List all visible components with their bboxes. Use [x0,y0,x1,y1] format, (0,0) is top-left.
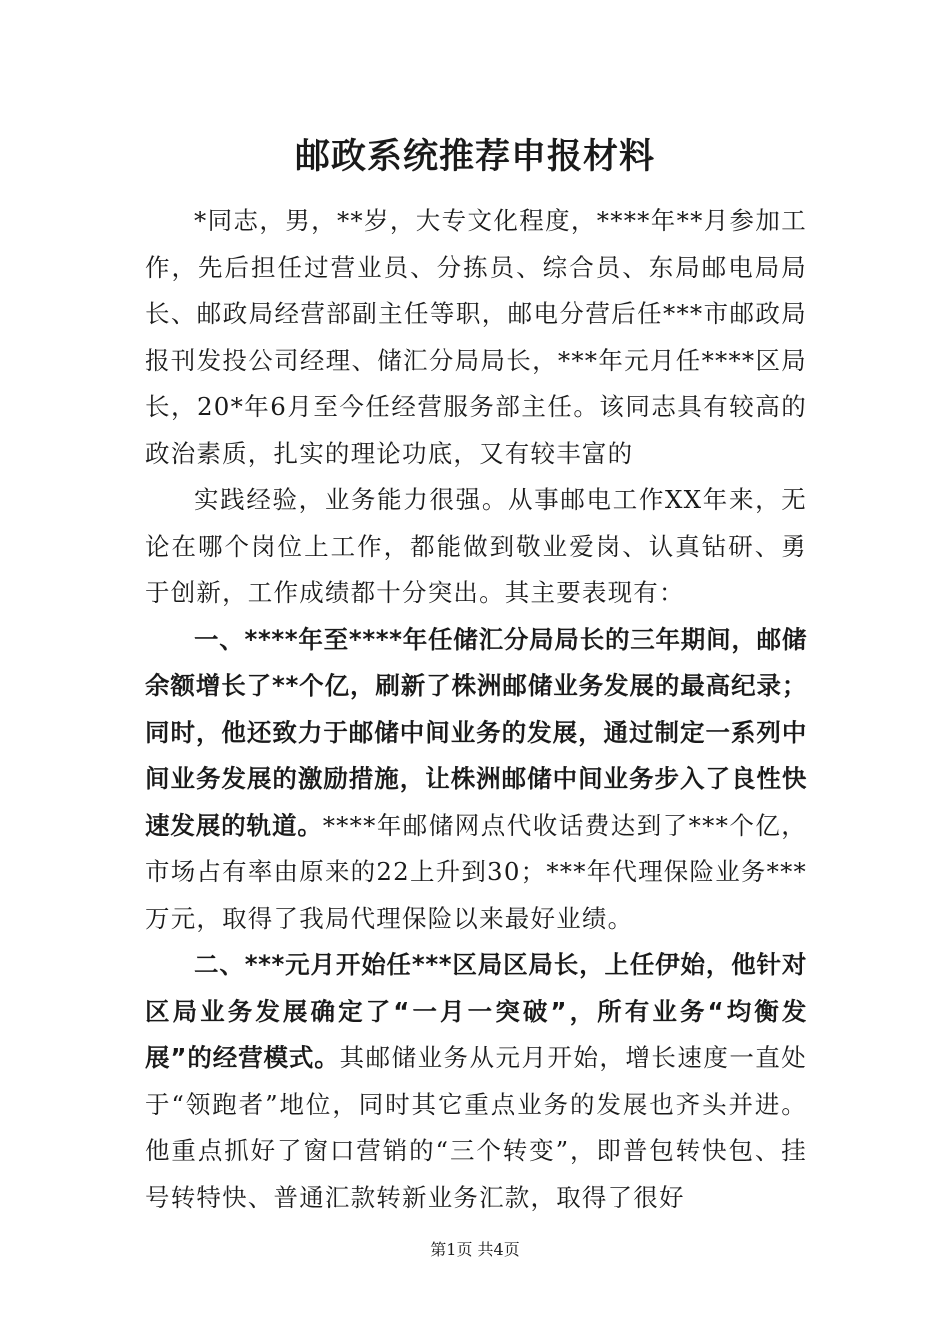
page-footer: 第1页 共4页 [430,1240,520,1259]
paragraph-text: ****年邮储网点代收话费达到了***个亿，市场占有率由原来的22上升到30；***年代理保险业务***万元，取得了我局代理保险以来最好业绩。 [145,810,808,933]
paragraph-intro [145,198,807,477]
paragraph-text: 实践经验，业务能力很强。从事邮电工作XX年来，无论在哪个岗位上工作，都能做到敬业爱岗、认真钻研、勇于创新，工作成绩都十分突出。其主要表现有： [145,485,807,607]
paragraph-point-one [145,617,807,943]
document-title: 邮政系统推荐申报材料 [294,137,655,177]
paragraph-point-two [145,942,807,1221]
paragraph-bold-lead: 一、****年至****年任储汇分局局长的三年期间，邮储余额增长了**个亿，刷新了株洲邮储业务发展的最高纪录；同时，他还致力于邮储中间业务的发展，通过制定一系列中间业务发展的激励措施，让株洲邮储中间业务步入了良性快速发展的轨道。 [145,624,807,840]
paragraph-text: *同志，男，**岁，大专文化程度，****年**月参加工作，先后担任过营业员、分拣员、综合员、东局邮电局局长、邮政局经营部副主任等职，邮电分营后任***市邮政局报刊发投公司经理、储汇分局局长，***年元月任****区局长，20*年6月至今任经营服务部主任。该同志具有较高的政治素质，扎实的理论功底，又有较丰富的 [145,206,807,468]
paragraph-bold-lead: 二、***元月开始任***区局区局长，上任伊始，他针对区局业务发展确定了“一月一突破”，所有业务“均衡发展”的经营模式。 [145,950,807,1072]
paragraph-summary [145,477,807,617]
paragraph-text: 其邮储业务从元月开始，增长速度一直处于“领跑者”地位，同时其它重点业务的发展也齐头并进。他重点抓好了窗口营销的“三个转变”，即普包转快包、挂号转特快、普通汇款转新业务汇款，取得了很好 [145,1043,807,1212]
document-body [145,198,807,1221]
